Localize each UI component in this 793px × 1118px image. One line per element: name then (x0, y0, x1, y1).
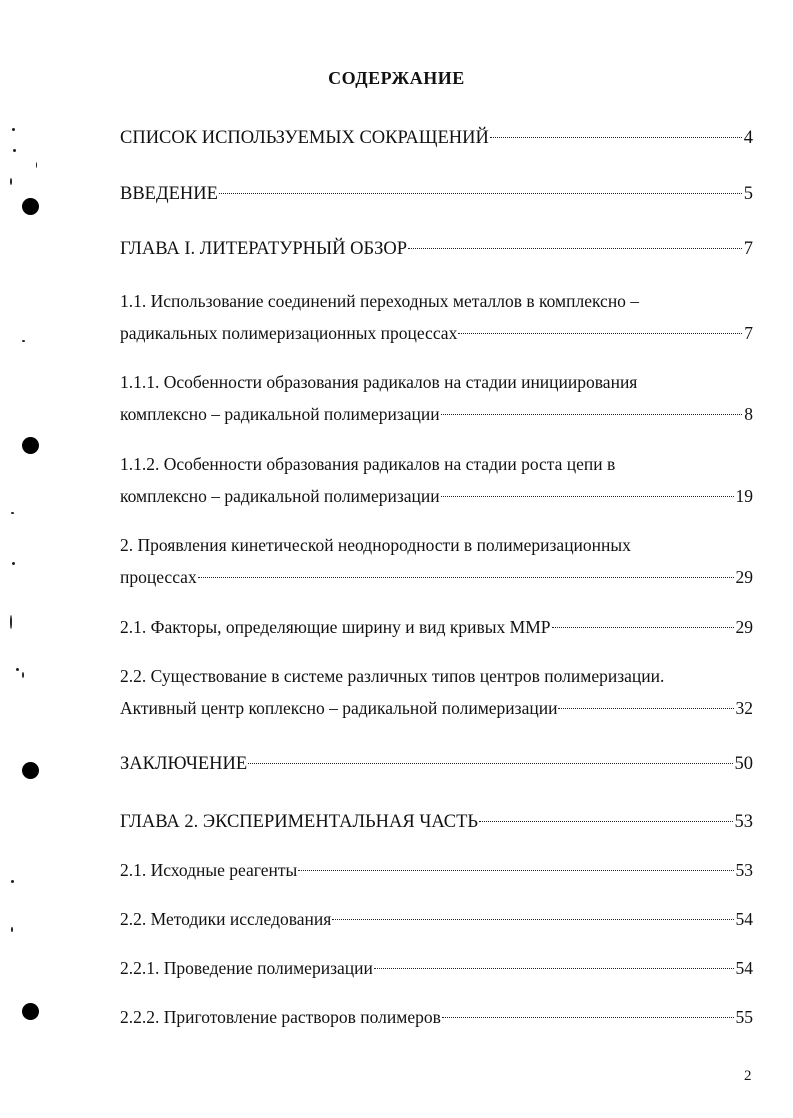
toc-page-number: 5 (743, 184, 753, 204)
toc-entry-text: ГЛАВА 2. ЭКСПЕРИМЕНТАЛЬНАЯ ЧАСТЬ (120, 812, 479, 832)
scan-speck (10, 178, 12, 185)
toc-entry (120, 858, 753, 882)
dot-leader (198, 577, 734, 578)
scan-speck (22, 672, 24, 678)
dot-leader (490, 137, 742, 138)
scan-speck (12, 128, 15, 131)
toc-entry-first-line: 1.1.1. Особенности образования радикалов на стадии инициирования (120, 372, 638, 392)
toc-page-number: 8 (744, 404, 753, 424)
scan-speck (12, 562, 15, 565)
scan-speck (11, 927, 13, 932)
dot-leader (479, 821, 732, 822)
dot-leader (442, 1017, 734, 1018)
toc-entry-text: процессах (120, 567, 197, 587)
dot-leader (441, 414, 743, 415)
toc-page-number: 7 (743, 239, 753, 259)
toc-page-number: 53 (734, 812, 753, 832)
punch-hole (22, 1003, 39, 1020)
toc-entry-text: 2.2.1. Проведение полимеризации (120, 958, 373, 978)
toc-entry (120, 810, 753, 834)
toc-page-number: 29 (735, 617, 753, 637)
toc-page-number: 7 (744, 323, 753, 343)
dot-leader (332, 919, 733, 920)
toc-entry-text: комплексно – радикальной полимеризации (120, 486, 440, 506)
toc-entry (120, 484, 753, 508)
scan-speck (13, 149, 16, 152)
toc-entry (120, 402, 753, 426)
punch-hole (22, 437, 39, 454)
toc-entry (120, 237, 753, 261)
toc-entry (120, 752, 753, 776)
toc-entry (120, 956, 753, 980)
toc-entry-text: 2.2. Методики исследования (120, 909, 332, 929)
scan-speck (11, 512, 14, 514)
scan-speck (22, 340, 25, 342)
toc-entry-text: 2.2.2. Приготовление растворов полимеров (120, 1007, 441, 1027)
toc-entry-first-line: 1.1.2. Особенности образования радикалов на стадии роста цепи в (120, 454, 616, 474)
toc-page-number: 29 (735, 567, 753, 587)
toc-page-number: 19 (735, 486, 753, 506)
dot-leader (374, 968, 734, 969)
toc-page-number: 54 (735, 958, 753, 978)
scan-speck (36, 162, 37, 168)
toc-page-number: 4 (743, 128, 753, 148)
dot-leader (219, 193, 742, 194)
toc-entry-text: СПИСОК ИСПОЛЬЗУЕМЫХ СОКРАЩЕНИЙ (120, 128, 489, 148)
toc-page-number: 55 (735, 1007, 753, 1027)
toc-entry (120, 907, 753, 931)
toc-entry-first-line: 2. Проявления кинетической неоднородности в полимеризационных (120, 535, 631, 555)
scan-speck (10, 615, 12, 629)
toc-entry-text: радикальных полимеризационных процессах (120, 323, 458, 343)
dot-leader (441, 496, 734, 497)
toc-entry (120, 565, 753, 589)
toc-entry-first-line: 2.2. Существование в системе различных типов центров полимеризации. (120, 666, 665, 686)
dot-leader (248, 763, 732, 764)
toc-entry-text: ГЛАВА I. ЛИТЕРАТУРНЫЙ ОБЗОР (120, 239, 408, 259)
dot-leader (408, 248, 742, 249)
toc-entry (120, 321, 753, 345)
toc-entry-text: ВВЕДЕНИЕ (120, 184, 218, 204)
toc-entry-text: Активный центр коплексно – радикальной полимеризации (120, 698, 558, 718)
dot-leader (458, 333, 742, 334)
toc-page-number: 50 (734, 754, 753, 774)
toc-entry (120, 615, 753, 639)
toc-entry (120, 126, 753, 150)
scan-speck (11, 880, 14, 883)
toc-entry-text: 2.1. Исходные реагенты (120, 860, 298, 880)
toc-entry (120, 1005, 753, 1029)
toc-entry (120, 696, 753, 720)
punch-hole (22, 762, 39, 779)
page-number: 2 (744, 1068, 752, 1084)
toc-entry-text: 2.1. Факторы, определяющие ширину и вид кривых ММР (120, 617, 551, 637)
dot-leader (298, 870, 733, 871)
toc-page-number: 54 (735, 909, 753, 929)
toc-entry-text: комплексно – радикальной полимеризации (120, 404, 440, 424)
page-title: СОДЕРЖАНИЕ (328, 68, 465, 88)
dot-leader (558, 708, 733, 709)
punch-hole (22, 198, 39, 215)
toc-page-number: 32 (735, 698, 753, 718)
toc-entry-first-line: 1.1. Использование соединений переходных металлов в комплексно – (120, 291, 640, 311)
toc-entry (120, 182, 753, 206)
scan-speck (16, 668, 19, 671)
toc-entry-text: ЗАКЛЮЧЕНИЕ (120, 754, 248, 774)
dot-leader (552, 627, 734, 628)
toc-page-number: 53 (735, 860, 753, 880)
